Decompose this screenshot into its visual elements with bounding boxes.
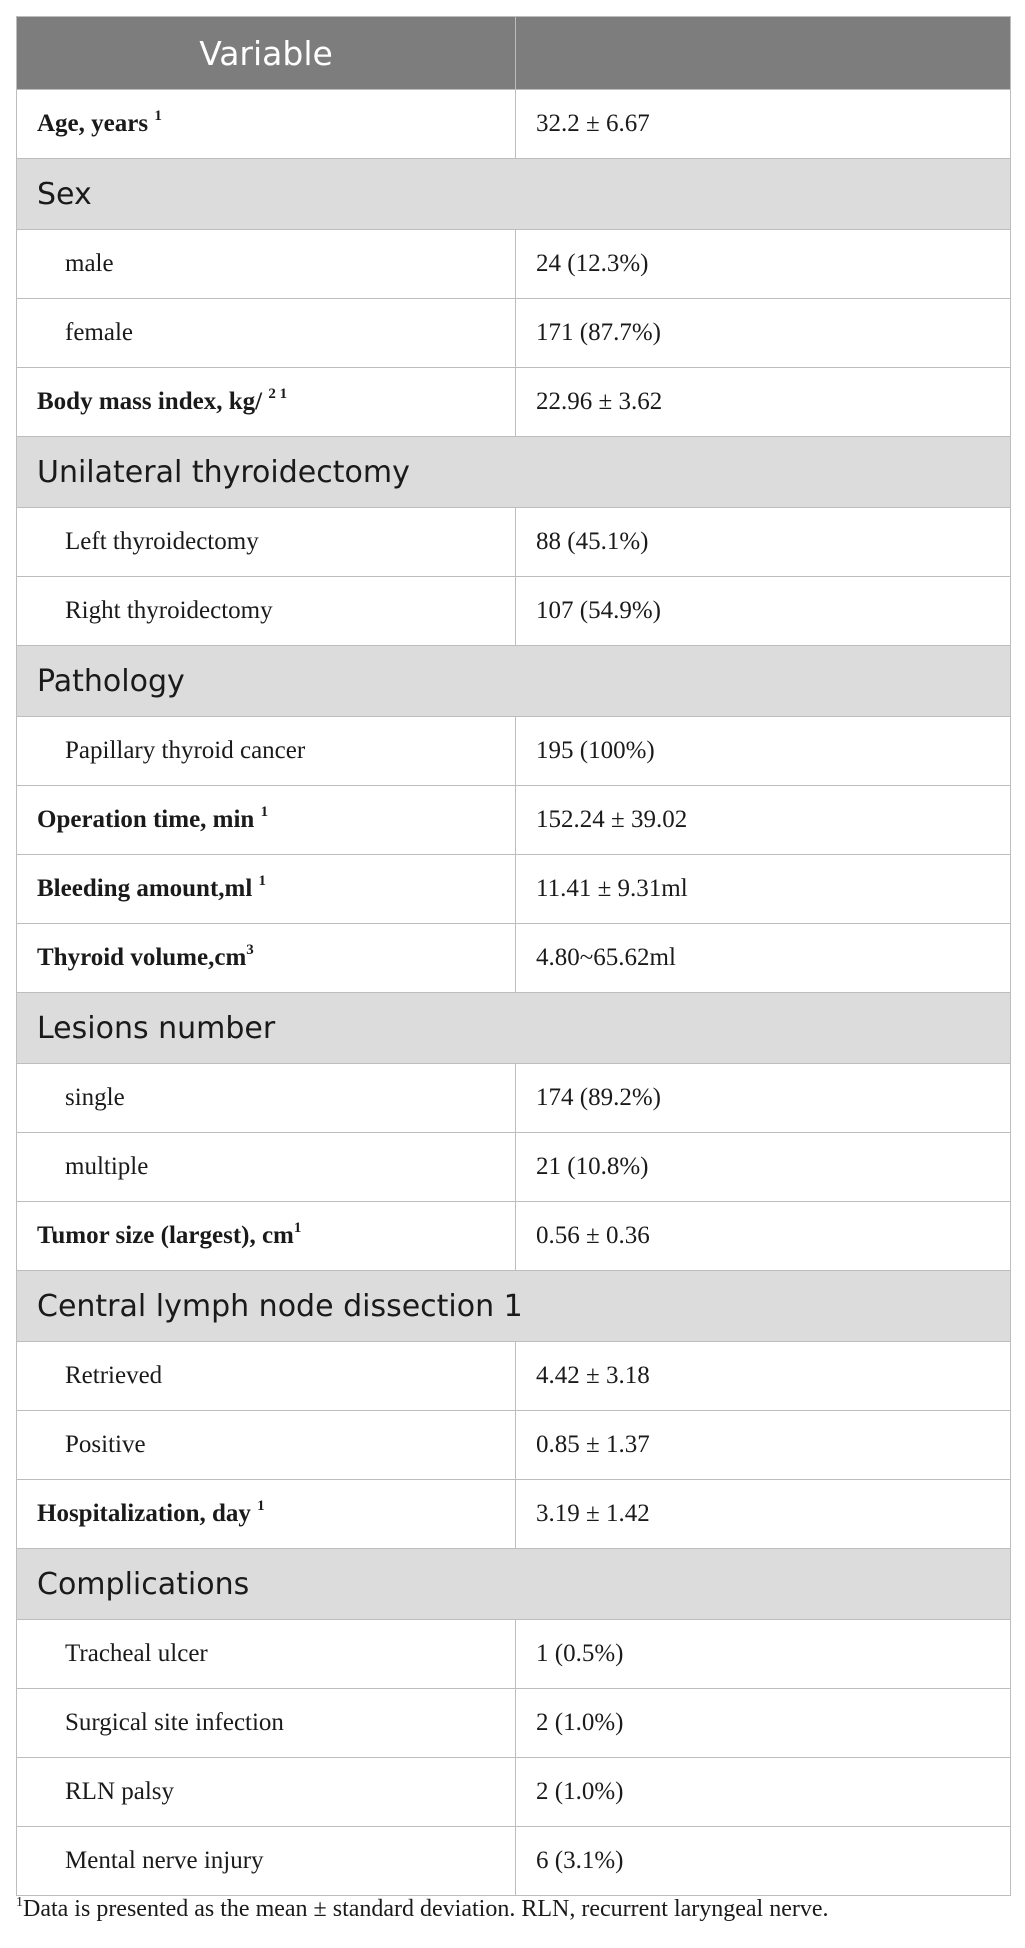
- row-label-cell: [17, 1064, 516, 1133]
- table-row: [17, 1064, 1011, 1133]
- section-row: [17, 646, 1011, 717]
- row-value: 107 (54.9%): [516, 577, 1011, 646]
- row-label: Papillary thyroid cancer: [65, 737, 306, 764]
- table-row: [17, 786, 1011, 855]
- section-row: [17, 437, 1011, 508]
- table-row: [17, 855, 1011, 924]
- section-label: Lesions number: [17, 993, 1011, 1064]
- row-value: 171 (87.7%): [516, 299, 1011, 368]
- table-row: [17, 1827, 1011, 1896]
- table-row: [17, 924, 1011, 993]
- section-row: [17, 993, 1011, 1064]
- row-label-cell: [17, 924, 516, 993]
- row-label-cell: [17, 1202, 516, 1271]
- row-label: Operation time, min: [37, 806, 255, 833]
- row-value: 11.41 ± 9.31ml: [516, 855, 1011, 924]
- row-value: 3.19 ± 1.42: [516, 1480, 1011, 1549]
- row-label: Right thyroidectomy: [65, 597, 273, 624]
- row-label-cell: [17, 577, 516, 646]
- section-row: [17, 159, 1011, 230]
- row-value: 24 (12.3%): [516, 230, 1011, 299]
- table-row: [17, 1411, 1011, 1480]
- row-value: 195 (100%): [516, 717, 1011, 786]
- row-label: Body mass index, kg/: [37, 388, 263, 415]
- row-label: Tumor size (largest), cm: [37, 1222, 294, 1249]
- row-value: 2 (1.0%): [516, 1758, 1011, 1827]
- section-label: Central lymph node dissection 1: [17, 1271, 1011, 1342]
- row-label-cell: [17, 1342, 516, 1411]
- table-row: [17, 1480, 1011, 1549]
- row-label-cell: [17, 1689, 516, 1758]
- row-label-cell: [17, 855, 516, 924]
- row-label-cell: [17, 1758, 516, 1827]
- table-row: [17, 1758, 1011, 1827]
- row-label-cell: [17, 230, 516, 299]
- row-label: male: [65, 250, 114, 277]
- row-label-cell: [17, 299, 516, 368]
- row-label-cell: [17, 1827, 516, 1896]
- section-label: Sex: [17, 159, 1011, 230]
- row-label-superscript: 3: [246, 942, 254, 958]
- footnote-text: Data is presented as the mean ± standard deviation. RLN, recurrent laryngeal nerve.: [23, 1896, 829, 1922]
- table-row: [17, 1689, 1011, 1758]
- row-label-cell: [17, 368, 516, 437]
- row-label: Thyroid volume,cm: [37, 944, 247, 971]
- row-label: Hospitalization, day: [37, 1500, 251, 1527]
- row-label-cell: [17, 508, 516, 577]
- table-row: [17, 90, 1011, 159]
- row-label: single: [65, 1084, 125, 1111]
- section-label: Complications: [17, 1549, 1011, 1620]
- row-label: Age, years: [37, 110, 149, 137]
- row-value: 4.42 ± 3.18: [516, 1342, 1011, 1411]
- table-row: [17, 1202, 1011, 1271]
- section-label: Unilateral thyroidectomy: [17, 437, 1011, 508]
- row-label-cell: [17, 1480, 516, 1549]
- table-row: [17, 368, 1011, 437]
- row-label-superscript: 2 1: [268, 386, 288, 402]
- row-value: 2 (1.0%): [516, 1689, 1011, 1758]
- row-label: Tracheal ulcer: [65, 1640, 208, 1667]
- footnote-mark: 1: [16, 1895, 23, 1910]
- row-label-cell: [17, 1411, 516, 1480]
- row-value: 32.2 ± 6.67: [516, 90, 1011, 159]
- row-label: Mental nerve injury: [65, 1847, 264, 1874]
- row-value: 88 (45.1%): [516, 508, 1011, 577]
- table-footnote: [16, 1896, 1010, 1923]
- table-row: [17, 1342, 1011, 1411]
- section-row: [17, 1271, 1011, 1342]
- row-label-superscript: 1: [293, 1220, 302, 1236]
- row-value: 21 (10.8%): [516, 1133, 1011, 1202]
- row-value: 174 (89.2%): [516, 1064, 1011, 1133]
- table-row: [17, 1133, 1011, 1202]
- table-row: [17, 577, 1011, 646]
- table-row: [17, 717, 1011, 786]
- row-label: Positive: [65, 1431, 146, 1458]
- row-label-cell: [17, 786, 516, 855]
- row-label-cell: [17, 1133, 516, 1202]
- row-label: multiple: [65, 1153, 149, 1180]
- row-label: RLN palsy: [65, 1778, 175, 1805]
- row-label: Retrieved: [65, 1362, 163, 1389]
- table-row: [17, 1620, 1011, 1689]
- row-value: 1 (0.5%): [516, 1620, 1011, 1689]
- row-label: Surgical site infection: [65, 1709, 284, 1736]
- row-label-superscript: 1: [260, 804, 269, 820]
- row-label: female: [65, 319, 134, 346]
- table-body: [17, 90, 1011, 1896]
- table-row: [17, 230, 1011, 299]
- table-header-row: [17, 17, 1011, 90]
- patient-characteristics-table: [16, 16, 1011, 1896]
- table-row: [17, 299, 1011, 368]
- row-label: Bleeding amount,ml: [37, 875, 253, 902]
- row-label-cell: [17, 717, 516, 786]
- row-value: 22.96 ± 3.62: [516, 368, 1011, 437]
- header-value: [516, 17, 1011, 90]
- row-value: 4.80~65.62ml: [516, 924, 1011, 993]
- table-row: [17, 508, 1011, 577]
- row-label-superscript: 1: [257, 1498, 265, 1514]
- section-label: Pathology: [17, 646, 1011, 717]
- row-value: 152.24 ± 39.02: [516, 786, 1011, 855]
- row-label: Left thyroidectomy: [65, 528, 259, 555]
- row-label-cell: [17, 1620, 516, 1689]
- header-variable: Variable: [17, 17, 516, 90]
- row-value: 0.85 ± 1.37: [516, 1411, 1011, 1480]
- row-label-superscript: 1: [258, 873, 267, 889]
- row-label-cell: [17, 90, 516, 159]
- section-row: [17, 1549, 1011, 1620]
- row-value: 6 (3.1%): [516, 1827, 1011, 1896]
- row-label-superscript: 1: [154, 108, 162, 124]
- row-value: 0.56 ± 0.36: [516, 1202, 1011, 1271]
